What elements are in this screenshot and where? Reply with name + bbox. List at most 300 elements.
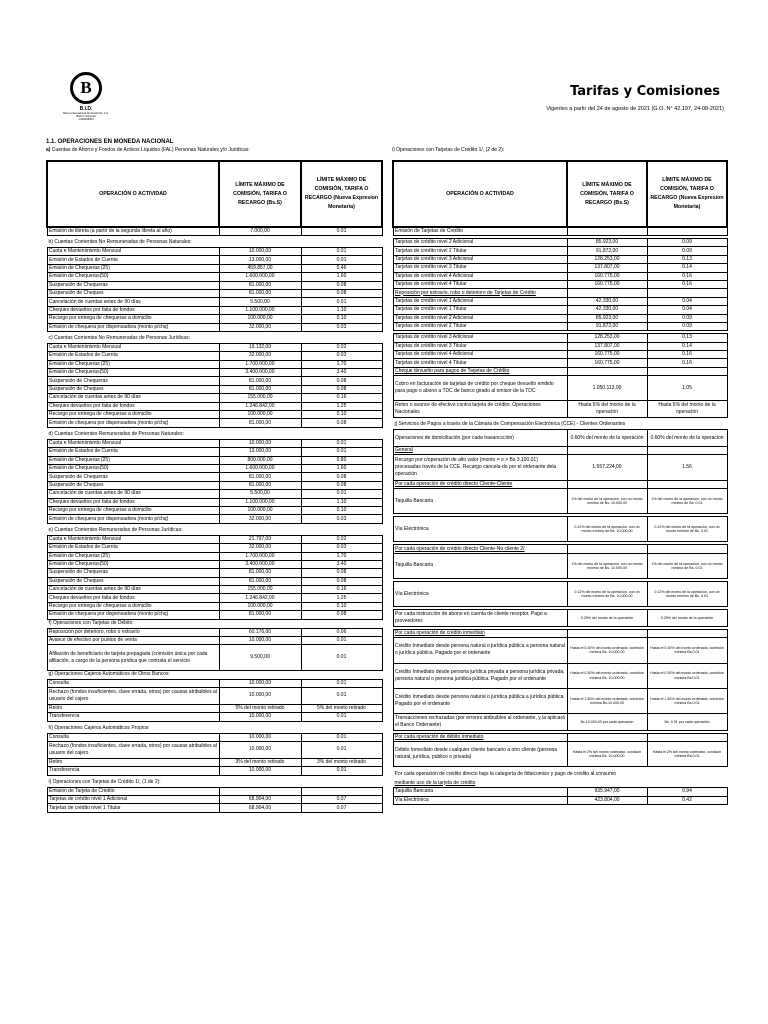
fee-row [393, 342, 727, 350]
limit-new-cell: 0.01 [301, 767, 382, 775]
operation-cell: Tarjetas de crédito nivel 1 Adicional [393, 297, 567, 305]
operation-cell: Cancelación de cuentas antes de 90 días [47, 298, 219, 306]
limit-bss-cell: 128.253,00 [567, 334, 647, 342]
limit-new-cell: 0.01 [301, 227, 382, 236]
operation-cell: Crédito Inmediato desde persona natural o jurídica pública a persona natural o jurídica pública. Pagado por el ordenante [393, 638, 567, 663]
fee-row [393, 334, 727, 342]
operation-cell: Por cada operación de débito inmediato [393, 733, 567, 741]
fee-row [47, 713, 382, 721]
limit-new-cell: 0.14 [647, 342, 727, 350]
fee-row [393, 227, 727, 236]
operation-cell: Cuota e Mantenimiento Mensual [47, 343, 219, 351]
operation-cell: Retiro [47, 704, 219, 712]
operation-cell: Suspensión de Chequeras [47, 569, 219, 577]
limit-new-cell: 0.01 [301, 637, 382, 645]
fee-row [47, 352, 382, 360]
limit-bss-cell [567, 447, 647, 455]
limit-bss-cell: 1.557.224,00 [567, 455, 647, 480]
limit-bss-cell [567, 227, 647, 236]
section-heading: b) Cuentas Corrientes No Remuneradas de Personas Naturales: [48, 239, 192, 246]
operation-cell: Reposición por deterioro, robo o extravío [47, 628, 219, 636]
operation-cell: Cheques devueltos por falta de fondos [47, 498, 219, 506]
operation-cell: Suspensión de Cheques [47, 577, 219, 585]
limit-bss-cell: 1% del monto de la operación, con un monto mínimo de Bs. 10.000,00 [567, 489, 647, 514]
limit-new-cell: 1.25 [301, 402, 382, 410]
fee-row [47, 645, 382, 670]
limit-new-cell: 0.07 [301, 804, 382, 812]
limit-bss-cell: 10.000,00 [219, 679, 301, 687]
operation-cell: Cancelación de cuentas antes de 90 días [47, 490, 219, 498]
operation-cell: Tarjetas de crédito nivel 4 Adicional [393, 272, 567, 280]
limit-bss-cell: 160.775,00 [567, 280, 647, 288]
fee-row [47, 787, 382, 795]
operation-cell: Cancelación de cuentas antes de 90 días [47, 394, 219, 402]
limit-new-cell: 0.16 [301, 586, 382, 594]
section-heading: i) Operaciones con Tarjetas de Crédito 1/, (1 de 2): [48, 778, 161, 785]
limit-new-cell: 0.01 [301, 645, 382, 670]
limit-new-cell: 0.42 [647, 796, 727, 804]
limit-bss-cell: 459.857,00 [219, 264, 301, 272]
limit-new-cell: 0.08 [301, 289, 382, 297]
limit-bss-cell: 1.246.842,00 [219, 594, 301, 602]
operation-cell: Cheques devueltos por falta de fondos [47, 306, 219, 314]
operation-cell: Emisión de Chequeras (25) [47, 264, 219, 272]
limit-bss-cell: 3% del monto retirado [219, 758, 301, 766]
section-heading: d) Cuentas Corrientes Remuneradas de Personas Naturales: [48, 431, 184, 438]
limit-bss-cell: 155.000,00 [219, 394, 301, 402]
limit-bss-cell: 10.000,00 [219, 741, 301, 758]
operation-cell: Emisión de Chequeras(50) [47, 560, 219, 568]
limit-bss-cell: 0.12% del monto de la operación, con un monto mínimo de Bs. 10.000,00 [567, 581, 647, 606]
operation-cell: Cheques devueltos por falta de fondos [47, 402, 219, 410]
limit-bss-cell: 60.176,00 [219, 628, 301, 636]
operation-cell: Por cada operación de crédito directo Cliente-No cliente 2/ [393, 545, 567, 553]
limit-bss-cell [219, 787, 301, 795]
fee-row [393, 545, 727, 553]
limit-bss-cell: 1% del monto de la operación, con un monto mínimo de Bs. 10.000,00 [567, 553, 647, 578]
col-header-limit-new: LÍMITE MÁXIMO DE COMISIÓN, TARIFA O RECARGO (Nueva Expresion Monetaria) [647, 161, 727, 227]
operation-cell: Tarjetas de crédito nivel 3 Adicional [393, 334, 567, 342]
limit-new-cell: 0.01 [301, 256, 382, 264]
limit-bss-cell: 100.000,00 [219, 411, 301, 419]
operation-cell: Recargo por entrega de chequeras a domicilio [47, 506, 219, 514]
limit-bss-cell: 7.000,00 [219, 227, 301, 236]
fee-row [47, 306, 382, 314]
limit-new-cell: 0.46 [301, 264, 382, 272]
operation-cell: Crédito Inmediato desde persona jurídica privada a persona jurídica privada, persona natural o persona jurídica pública. Pagado por el ordenante [393, 663, 567, 688]
limit-new-cell: Hasta el 0.30% del monto ordenado, comisión mínima Bs.0.01 [647, 638, 727, 663]
section-heading-row [47, 778, 382, 787]
right-fee-table [392, 160, 726, 805]
limit-bss-cell: 10.000,00 [219, 439, 301, 447]
fee-row [393, 688, 727, 713]
limit-new-cell [647, 289, 727, 297]
limit-bss-cell: 1.700.000,00 [219, 360, 301, 368]
limit-new-cell [647, 629, 727, 637]
fee-row [393, 447, 727, 455]
fee-row [393, 351, 727, 359]
fee-row [393, 289, 727, 297]
operation-cell: Emisión de Tarjetas de Crédito [393, 227, 567, 236]
limit-bss-cell: 100.000,00 [219, 315, 301, 323]
operation-cell: Operaciones de domiciliación (por cada trasanccción) [393, 430, 567, 447]
section-heading-row [47, 619, 382, 628]
limit-new-cell: 0.10 [301, 411, 382, 419]
fee-row [393, 322, 727, 330]
fee-row [393, 517, 727, 542]
limit-new-cell: 0.16 [647, 272, 727, 280]
operation-cell: Emisión de Chequeras (25) [47, 456, 219, 464]
intro-right: i) Operaciones con Tarjetas de Crédito 1/, (2 de 2): [392, 147, 505, 153]
operation-cell: Consulta [47, 679, 219, 687]
limit-bss-cell: 42.330,00 [567, 297, 647, 305]
fee-row [47, 687, 382, 704]
fee-row [47, 586, 382, 594]
fee-row [393, 367, 727, 375]
operation-cell: Emisión de Tarjeta de Crédito [47, 787, 219, 795]
operation-cell: Por cada operación de crédito directo Cliente-Cliente [393, 480, 567, 488]
limit-new-cell: 0.94 [647, 788, 727, 796]
fee-row [393, 638, 727, 663]
limit-bss-cell: 5.500,00 [219, 298, 301, 306]
operation-cell: Vía Electrónica [393, 581, 567, 606]
operation-cell: Emisión de chequera por dispensadora (monto p/chq) [47, 515, 219, 523]
limit-bss-cell: 800.000,00 [219, 456, 301, 464]
fee-row [47, 464, 382, 472]
operation-cell: Rechazo (fondos insuficientes, clave errada, otros) por causas atribuibles al usuario del cajero [47, 687, 219, 704]
fee-row [393, 713, 727, 730]
operation-cell: Tarjetas de crédito nivel 4 Titular [393, 359, 567, 367]
limit-new-cell: 0.03 [301, 352, 382, 360]
limit-bss-cell: 1.100.000,00 [219, 306, 301, 314]
fee-row [47, 498, 382, 506]
limit-new-cell: 0.01 [301, 490, 382, 498]
limit-new-cell: 1.60 [301, 273, 382, 281]
limit-bss-cell: 160.775,00 [567, 351, 647, 359]
fee-row [393, 264, 727, 272]
limit-new-cell: 0.01 [301, 679, 382, 687]
operation-cell: Recargo por entrega de chequeras a domicilio [47, 315, 219, 323]
operation-cell: Consulta [47, 733, 219, 741]
fee-row [393, 581, 727, 606]
operation-cell: Cuota e Mantenimiento Mensual [47, 248, 219, 256]
fee-row [393, 306, 727, 314]
operation-cell: Suspensión de Cheques [47, 289, 219, 297]
fee-row [47, 448, 382, 456]
limit-new-cell [647, 545, 727, 553]
limit-new-cell: 0.10 [301, 602, 382, 610]
fee-row [47, 741, 382, 758]
intro-left: a) Cuentas de Ahorro y Fondos de Activos Líquidos (FAL) Personas Naturales y/o Jurídicas: [46, 147, 250, 153]
limit-new-cell: Hasta 5% del monto de la operación [647, 401, 727, 418]
limit-bss-cell: 81.000,00 [219, 473, 301, 481]
operation-cell: Transferencia [47, 767, 219, 775]
limit-bss-cell: 85.923,00 [567, 239, 647, 247]
limit-bss-cell: 81.000,00 [219, 377, 301, 385]
col-header-limit-new: LÍMITE MÁXIMO DE COMISIÓN, TARIFA O RECARGO (Nueva Expresion Monetaria) [301, 161, 382, 227]
fee-row [47, 679, 382, 687]
operation-cell: Emisión de Chequeras (25) [47, 360, 219, 368]
fee-row [47, 602, 382, 610]
operation-cell: Cheque devuelto para pagos de Tarjetas de Crédito [393, 367, 567, 375]
operation-cell: Taquilla Bancaria [393, 489, 567, 514]
fee-row [47, 394, 382, 402]
operation-cell: Suspensión de Cheques [47, 481, 219, 489]
fee-row [47, 552, 382, 560]
fee-row [393, 247, 727, 255]
limit-bss-cell: Hasta 5% del monto de la operación [567, 401, 647, 418]
limit-bss-cell: 1.246.842,00 [219, 402, 301, 410]
limit-new-cell: 0.08 [301, 377, 382, 385]
limit-new-cell: 0.01 [301, 733, 382, 741]
fee-row [393, 297, 727, 305]
fee-row [47, 439, 382, 447]
fee-row [47, 315, 382, 323]
section-title: 1.1. OPERACIONES EN MONEDA NACIONAL [46, 139, 174, 145]
limit-bss-cell: 5% del monto retirado [219, 704, 301, 712]
limit-new-cell: 0.16 [647, 351, 727, 359]
limit-bss-cell: Hasta el 0.30% del monto ordenado, comisión mínima Bs. 10.000,00 [567, 638, 647, 663]
operation-cell: Tarjetas de crédito nivel 2 Titular [393, 247, 567, 255]
operation-cell: Emisión de Chequeras (25) [47, 552, 219, 560]
section-heading: f) Operaciones con Tarjetas de Débito: [48, 620, 134, 627]
limit-bss-cell [567, 733, 647, 741]
limit-new-cell: 0.06 [301, 628, 382, 636]
limit-new-cell: 0.04 [647, 306, 727, 314]
fee-row [47, 360, 382, 368]
limit-new-cell: 0.16 [647, 280, 727, 288]
fee-row [393, 629, 727, 637]
limit-bss-cell: 68.904,00 [219, 804, 301, 812]
limit-new-cell: 0.10 [301, 315, 382, 323]
operation-cell: Taquilla Bancaria [393, 553, 567, 578]
section-heading: c) Cuentas Corrientes No Remuneradas de Personas Jurídicas: [48, 335, 190, 342]
limit-new-cell: 0.01 [301, 298, 382, 306]
limit-bss-cell [567, 545, 647, 553]
limit-new-cell: 0.04 [647, 297, 727, 305]
limit-new-cell: 1.70 [301, 552, 382, 560]
limit-bss-cell: 423.804,00 [567, 796, 647, 804]
limit-new-cell: 1.10 [301, 498, 382, 506]
limit-new-cell: 0.03 [301, 515, 382, 523]
operation-cell: Recargo por entrega de chequeras a domicilio [47, 602, 219, 610]
operation-cell: Emisión de Estados de Cuenta [47, 448, 219, 456]
limit-bss-cell: 32.000,00 [219, 352, 301, 360]
limit-new-cell: 0.25% del monto de la operación [647, 610, 727, 627]
limit-bss-cell: 1.600.000,00 [219, 273, 301, 281]
limit-new-cell: 0.80 [301, 456, 382, 464]
operation-cell: Reposición por extravío, robo o deterioro de Tarjetas de Crédito [393, 289, 567, 297]
limit-bss-cell: 10.000,00 [219, 248, 301, 256]
limit-bss-cell: 0.60% del monto de la operación [567, 430, 647, 447]
limit-bss-cell: 10.000,00 [219, 713, 301, 721]
limit-new-cell: 0.09 [647, 322, 727, 330]
limit-new-cell: 3% del monto retirado [301, 758, 382, 766]
operation-cell: Emisión de Estados de Cuenta [47, 256, 219, 264]
limit-bss-cell: 10.000,00 [219, 733, 301, 741]
limit-bss-cell: 81.000,00 [219, 481, 301, 489]
limit-bss-cell: Bs.10.000,00 por cada operación [567, 713, 647, 730]
operation-cell: Transacciones rechazadas (por errores atribuibles al ordenante, y la aplicará el Banco Ordenante) [393, 713, 567, 730]
limit-bss-cell: 160.775,00 [567, 272, 647, 280]
limit-new-cell: 0.01 [301, 713, 382, 721]
operation-cell: Tarjetas de crédito nivel 1 Titular [393, 306, 567, 314]
operation-cell: General [393, 447, 567, 455]
limit-new-cell: 0.08 [301, 419, 382, 427]
limit-new-cell: 0.01 [301, 687, 382, 704]
limit-bss-cell [567, 367, 647, 375]
limit-bss-cell: 91.872,00 [567, 247, 647, 255]
fee-row [47, 506, 382, 514]
fee-row [47, 264, 382, 272]
operation-cell: Emisión de Estados de Cuenta [47, 544, 219, 552]
limit-new-cell: 0.03 [301, 323, 382, 331]
limit-new-cell: 1.05 [647, 376, 727, 401]
limit-new-cell: 0.07 [301, 795, 382, 803]
section-heading: j) Servicios de Pagos a través de la Cámara de Compensación Electrónica (CCE) - Clientes Ordenantes [394, 421, 626, 428]
fee-row [47, 611, 382, 619]
limit-bss-cell: 21.797,00 [219, 535, 301, 543]
fee-row [393, 796, 727, 804]
operation-cell: Emisión de libreta (a partir de la segunda libreta al año) [47, 227, 219, 236]
limit-new-cell: Hasta el 1.50% del monto ordenado, comisión mínima Bs.0.01 [647, 688, 727, 713]
operation-cell: Suspensión de Chequeras [47, 281, 219, 289]
fee-row [47, 637, 382, 645]
limit-new-cell: 1.56 [647, 455, 727, 480]
operation-cell: Tarjetas de crédito nivel 3 Adicional [393, 255, 567, 263]
limit-new-cell: 0.08 [301, 569, 382, 577]
limit-bss-cell: 155.000,00 [219, 586, 301, 594]
fee-row [393, 359, 727, 367]
operation-cell: Emisión de chequera por dispensadora (monto p/chq) [47, 611, 219, 619]
operation-cell: Emisión de Chequeras(50) [47, 369, 219, 377]
limit-bss-cell: 1.100.000,00 [219, 498, 301, 506]
limit-bss-cell: Hasta el 2% del monto ordenado, comisión mínima Bs. 10.000,00 [567, 742, 647, 767]
col-header-operation: OPERACIÓN O ACTIVIDAD [393, 161, 567, 227]
limit-new-cell: 0.16 [301, 394, 382, 402]
fee-row [47, 343, 382, 351]
operation-cell: Emisión de Chequeras(50) [47, 464, 219, 472]
fee-row [47, 594, 382, 602]
operation-cell: Suspensión de Chequeras [47, 377, 219, 385]
limit-bss-cell: 9.500,00 [219, 645, 301, 670]
limit-bss-cell: 160.775,00 [567, 359, 647, 367]
col-header-limit-bss: LÍMITE MÁXIMO DE COMISIÓN, TARIFA O RECARGO (Bs.S) [567, 161, 647, 227]
left-fee-table [46, 160, 381, 813]
fee-row [47, 411, 382, 419]
limit-bss-cell: 13.000,00 [219, 448, 301, 456]
fee-row [47, 227, 382, 236]
fee-row [47, 473, 382, 481]
fee-row [47, 758, 382, 766]
limit-new-cell: 0.10 [301, 506, 382, 514]
fee-row [47, 515, 382, 523]
fee-row [47, 273, 382, 281]
limit-bss-cell: 32.000,00 [219, 515, 301, 523]
limit-new-cell: Bs. 0.01 por cada operación [647, 713, 727, 730]
limit-new-cell [647, 227, 727, 236]
fee-row [47, 369, 382, 377]
fee-row [393, 663, 727, 688]
limit-bss-cell: 81.000,00 [219, 281, 301, 289]
fee-row [393, 480, 727, 488]
limit-new-cell: 1.25 [301, 594, 382, 602]
limit-new-cell: 1% del monto de la operación, con un monto mínimo de Bs. 0.01 [647, 489, 727, 514]
section-heading-row [47, 239, 382, 248]
operation-cell: Taquilla Bancaria [393, 788, 567, 796]
limit-bss-cell: 3.400.000,00 [219, 560, 301, 568]
limit-bss-cell: Hasta el 0.30% del monto ordenado, comisión mínima Bs. 10.000,00 [567, 663, 647, 688]
limit-bss-cell: 42.330,00 [567, 306, 647, 314]
operation-cell: Emisión de Chequeras(50) [47, 273, 219, 281]
fee-row [47, 767, 382, 775]
operation-cell: Tarjetas de crédito nivel 3 Titular [393, 342, 567, 350]
operation-cell: Por cada instrucción de abono en cuenta de cliente receptor. Pago a proveedores [393, 610, 567, 627]
fee-row [393, 280, 727, 288]
limit-new-cell: 0.14 [647, 264, 727, 272]
limit-new-cell: 1.70 [301, 360, 382, 368]
limit-new-cell: 3.40 [301, 369, 382, 377]
operation-cell: Afiliación de beneficiario de tarjeta prepagada (comisión única por cada afiliación, a cargo de la persona jurídica que contrata el servicio [47, 645, 219, 670]
operation-cell: Cuota e Mantenimiento Mensual [47, 439, 219, 447]
operation-cell: Cuota e Mantenimiento Mensual [47, 535, 219, 543]
operation-cell: Tarjetas de crédito nivel 1 Titular [47, 804, 219, 812]
limit-bss-cell [567, 289, 647, 297]
fee-row [47, 456, 382, 464]
operation-cell: Transferencia [47, 713, 219, 721]
fee-row [393, 255, 727, 263]
limit-bss-cell: 10.000,00 [219, 637, 301, 645]
operation-cell: Retiro o avance de efectivo contra tarjeta de crédito. Operaciones Nacionales [393, 401, 567, 418]
limit-bss-cell: Hasta el 1.50% del monto ordenado, comisión mínima Bs.10.000,00 [567, 688, 647, 713]
fee-row [393, 788, 727, 796]
operation-cell: Tarjetas de crédito nivel 4 Adicional [393, 351, 567, 359]
fee-row [47, 628, 382, 636]
operation-cell: Tarjetas de crédito nivel 2 Adicional [393, 314, 567, 322]
logo-subtitle-1: Banco Internacional de Desarrollo, C.A. [63, 112, 109, 115]
bank-logo [56, 72, 116, 134]
operation-cell: Tarjetas de crédito nivel 1 Adicional [47, 795, 219, 803]
section-heading: h) Operaciones Cajeros Automáticos Propios: [48, 724, 150, 731]
limit-bss-cell: 85.923,00 [567, 314, 647, 322]
fee-row [47, 535, 382, 543]
limit-bss-cell: 68.904,00 [219, 795, 301, 803]
limit-new-cell: 0.01 [301, 248, 382, 256]
operation-cell: Por cada operación de crédito inmediato [393, 629, 567, 637]
fee-row [47, 298, 382, 306]
limit-new-cell: Hasta el 2% del monto ordenado, comisión mínima Bs.0.01 [647, 742, 727, 767]
section-heading-row [47, 724, 382, 733]
operation-cell: Tarjetas de crédito nivel 2 Adicional [393, 239, 567, 247]
section-heading: g) Operaciones Cajeros Automáticos de Otros Bancos: [48, 671, 170, 678]
section-heading: mediante uso de la tarjeta de crédito [394, 779, 476, 786]
fee-row [47, 569, 382, 577]
operation-cell: Recargo por c/operación de alto valor (monto = o > Bs 3.100.01) procesadas través de la CCE. Recargo cancela-do por el ordenante dela operación [393, 455, 567, 480]
operation-cell: Avance de efectivo por puntos de venta [47, 637, 219, 645]
fee-row [47, 795, 382, 803]
limit-new-cell: 1.60 [301, 464, 382, 472]
limit-new-cell [647, 733, 727, 741]
fee-row [393, 239, 727, 247]
fee-row [47, 402, 382, 410]
operation-cell: Cheques devueltos por falta de fondos [47, 594, 219, 602]
fee-row [47, 481, 382, 489]
limit-bss-cell: 5.500,00 [219, 490, 301, 498]
limit-new-cell: 0.01 [301, 448, 382, 456]
limit-bss-cell: 137.807,00 [567, 264, 647, 272]
fee-row [393, 401, 727, 418]
limit-bss-cell [567, 629, 647, 637]
